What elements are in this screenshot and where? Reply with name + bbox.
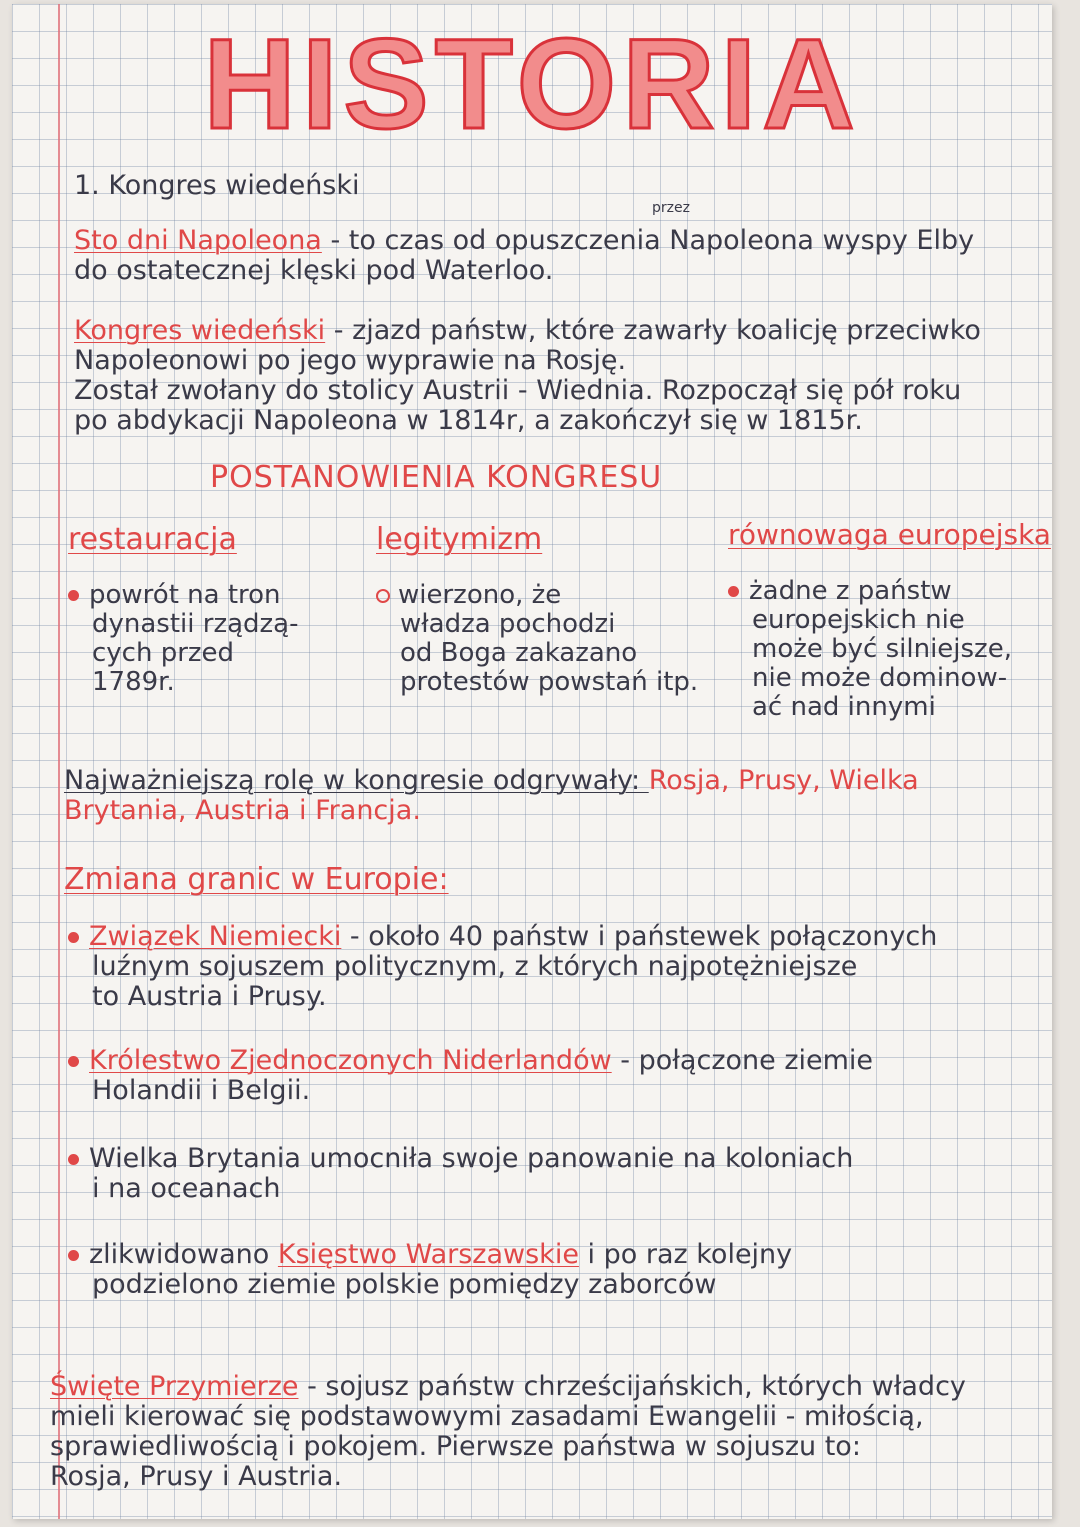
bullet-icon [68,932,79,943]
bullet-icon [728,586,739,597]
paragraph-przymierze: Święte Przymierze - sojusz państw chrześcijańskich, których władcy [50,1371,966,1402]
list-item-line: to Austria i Prusy. [92,981,327,1012]
paragraph-kongres-line3: Został zwołany do stolicy Austrii - Wiednia. Rozpoczął się pół roku [74,375,962,406]
paragraph-roles-line2: Brytania, Austria i Francja. [64,795,421,826]
column-legitymizm: legitymizm wierzono, że władza pochodzi od Boga zakazano protestów powstań itp. [376,522,716,697]
list-item: Wielka Brytania umocniła swoje panowanie na koloniach [68,1144,853,1174]
insert-word: przez [652,200,690,216]
paragraph-kongres-line2: Napoleonowi po jego wyprawie na Rosję. [74,345,627,376]
paragraph-kongres-line4: po abdykacji Napoleona w 1814r, a zakończył się w 1815r. [74,405,863,436]
paragraph-przymierze-line2: mieli kierować się podstawowymi zasadami Ewangelii - miłością, [50,1401,924,1432]
paragraph-kongres: Kongres wiedeński - zjazd państw, które zawarły koalicję przeciwko [74,315,981,346]
notebook-page [12,4,1052,1519]
paragraph-przymierze-line4: Rosja, Prusy i Austria. [50,1461,343,1492]
page-title: HISTORIA [203,13,861,156]
term-sto-dni: Sto dni Napoleona [74,225,322,256]
column-head: restauracja [68,522,237,557]
resolutions-heading: POSTANOWIENIA KONGRESU [210,460,663,495]
borders-heading: Zmiana granic w Europie: [64,862,449,897]
term-kongres: Kongres wiedeński [74,315,326,346]
bullet-icon [68,1056,79,1067]
list-item: Królestwo Zjednoczonych Niderlandów - połączone ziemie [68,1046,873,1076]
bullet-icon [376,589,390,603]
list-item-line: Holandii i Belgii. [92,1075,311,1106]
paragraph-roles: Najważniejszą rolę w kongresie odgrywały: Rosja, Prusy, Wielka [64,765,919,796]
list-item-line: podzielono ziemie polskie pomiędzy zaborców [92,1269,717,1300]
column-head: legitymizm [376,522,543,557]
bullet-icon [68,1250,79,1261]
column-head: równowaga europejska [728,518,1051,551]
list-item-line: luźnym sojuszem politycznym, z których najpotężniejsze [92,951,858,982]
paragraph-sto-dni: Sto dni Napoleona - to czas od opuszczenia Napoleona wyspy Elby [74,225,975,256]
list-item-line: i na oceanach [92,1173,281,1204]
bullet-icon [68,590,79,601]
column-restauracja: restauracja powrót na tron dynastii rządzą- cych przed 1789r. [68,522,368,697]
list-item: zlikwidowano Księstwo Warszawskie i po raz kolejny [68,1240,792,1270]
paragraph-przymierze-line3: sprawiedliwością i pokojem. Pierwsze państwa w sojuszu to: [50,1431,861,1462]
bullet-icon [68,1154,79,1165]
margin-line [58,4,60,1519]
paragraph-sto-dni-line2: do ostatecznej klęski pod Waterloo. [74,255,554,286]
term-przymierze: Święte Przymierze [50,1371,299,1402]
section-heading: 1. Kongres wiedeński [74,170,360,201]
column-rownowaga: równowaga europejska żadne z państw europejskich nie może być silniejsze, nie może dominow- ać nad innymi [728,518,1051,722]
list-item: Związek Niemiecki - około 40 państw i państewek połączonych [68,922,937,952]
